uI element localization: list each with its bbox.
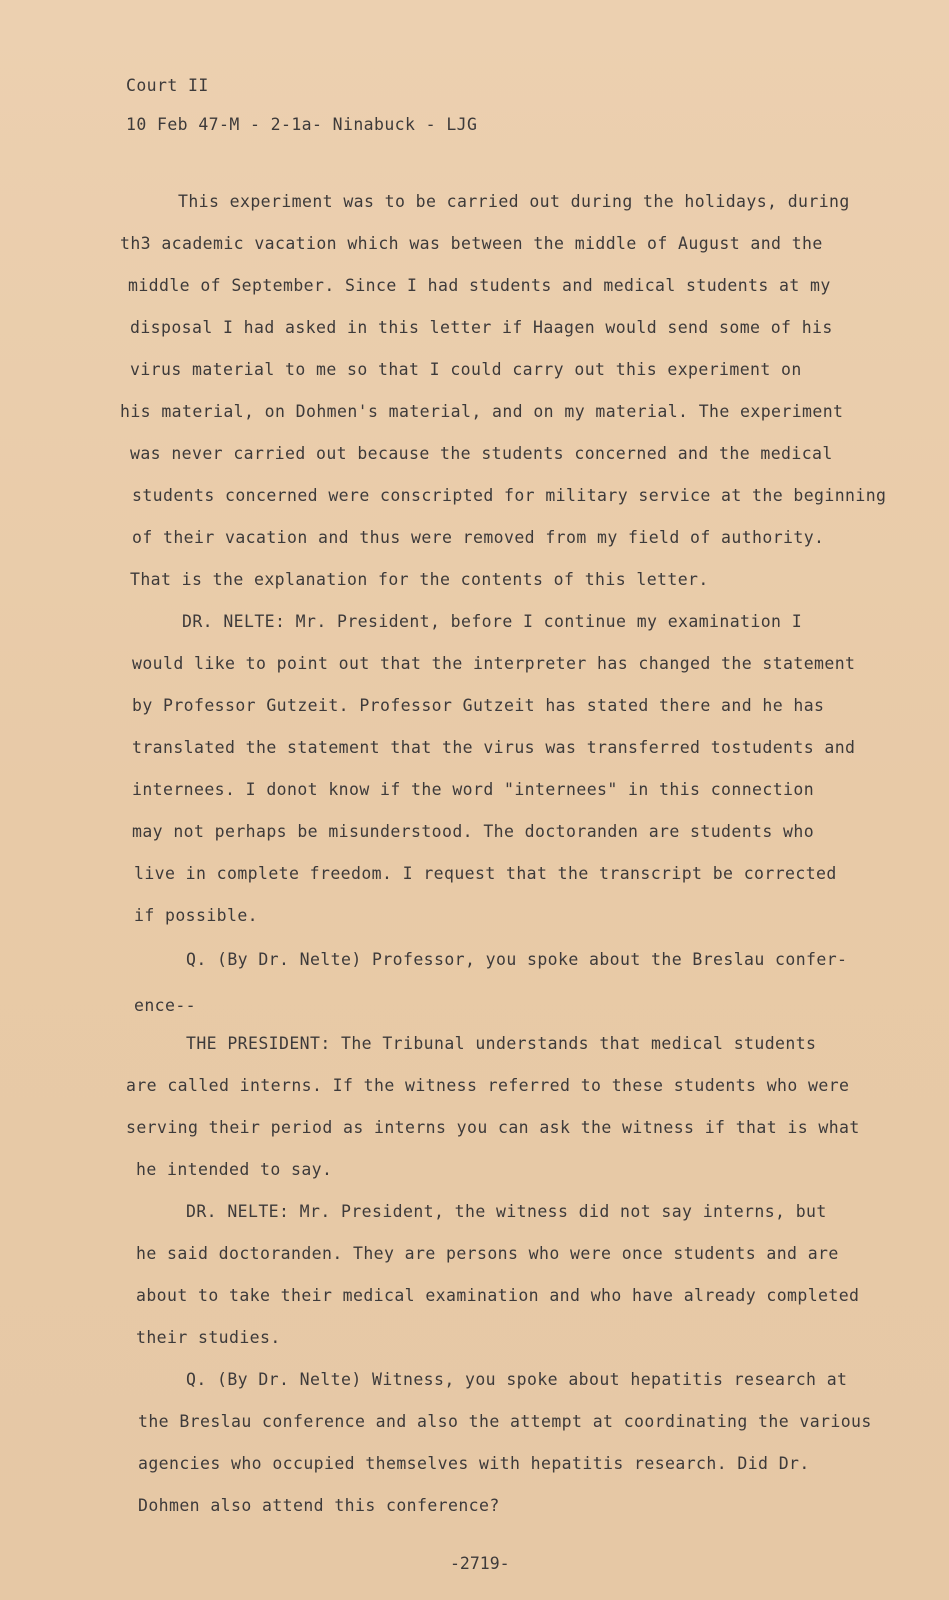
text-line: This experiment was to be carried out during the holidays, during [178,192,850,211]
page-number: -2719- [450,1554,510,1573]
text-line: by Professor Gutzeit. Professor Gutzeit has stated there and he has [132,696,825,715]
text-line: ence-- [134,996,197,1015]
text-line: students concerned were conscripted for military service at the beginning [132,486,887,505]
text-line: their studies. [136,1328,281,1347]
session-label: 10 Feb 47-M - 2-1a- Ninabuck - LJG [126,115,478,134]
text-line: Q. (By Dr. Nelte) Witness, you spoke about hepatitis research at [186,1370,848,1389]
text-line: agencies who occupied themselves with hepatitis research. Did Dr. [138,1454,810,1473]
text-line: are called interns. If the witness referred to these students who were [126,1076,850,1095]
text-line: of their vacation and thus were removed from my field of authority. [132,528,825,547]
text-line: his material, on Dohmen's material, and on my material. The experiment [120,402,844,421]
text-line: DR. NELTE: Mr. President, the witness did not say interns, but [186,1202,827,1221]
text-line: was never carried out because the students concerned and the medical [130,444,833,463]
text-line: may not perhaps be misunderstood. The doctoranden are students who [132,822,815,841]
text-line: if possible. [134,906,259,925]
text-line: live in complete freedom. I request that the transcript be corrected [134,864,837,883]
text-line: serving their period as interns you can ask the witness if that is what [126,1118,860,1137]
text-line: That is the explanation for the contents of this letter. [130,570,709,589]
text-line: Dohmen also attend this conference? [138,1496,500,1515]
text-line: middle of September. Since I had students and medical students at my [128,276,831,295]
text-line: translated the statement that the virus was transferred tostudents and [132,738,856,757]
text-line: THE PRESIDENT: The Tribunal understands that medical students [186,1034,817,1053]
text-line: about to take their medical examination and who have already completed [136,1286,860,1305]
text-line: he intended to say. [136,1160,333,1179]
text-line: Q. (By Dr. Nelte) Professor, you spoke about the Breslau confer- [186,950,848,969]
text-line: th3 academic vacation which was between the middle of August and the [120,234,823,253]
text-line: DR. NELTE: Mr. President, before I continue my examination I [182,612,803,631]
text-line: would like to point out that the interpreter has changed the statement [132,654,856,673]
text-line: internees. I donot know if the word "internees" in this connection [132,780,815,799]
text-line: the Breslau conference and also the attempt at coordinating the various [138,1412,872,1431]
text-line: he said doctoranden. They are persons who were once students and are [136,1244,839,1263]
court-label: Court II [126,76,209,95]
text-line: disposal I had asked in this letter if Haagen would send some of his [130,318,833,337]
text-line: virus material to me so that I could carry out this experiment on [130,360,802,379]
